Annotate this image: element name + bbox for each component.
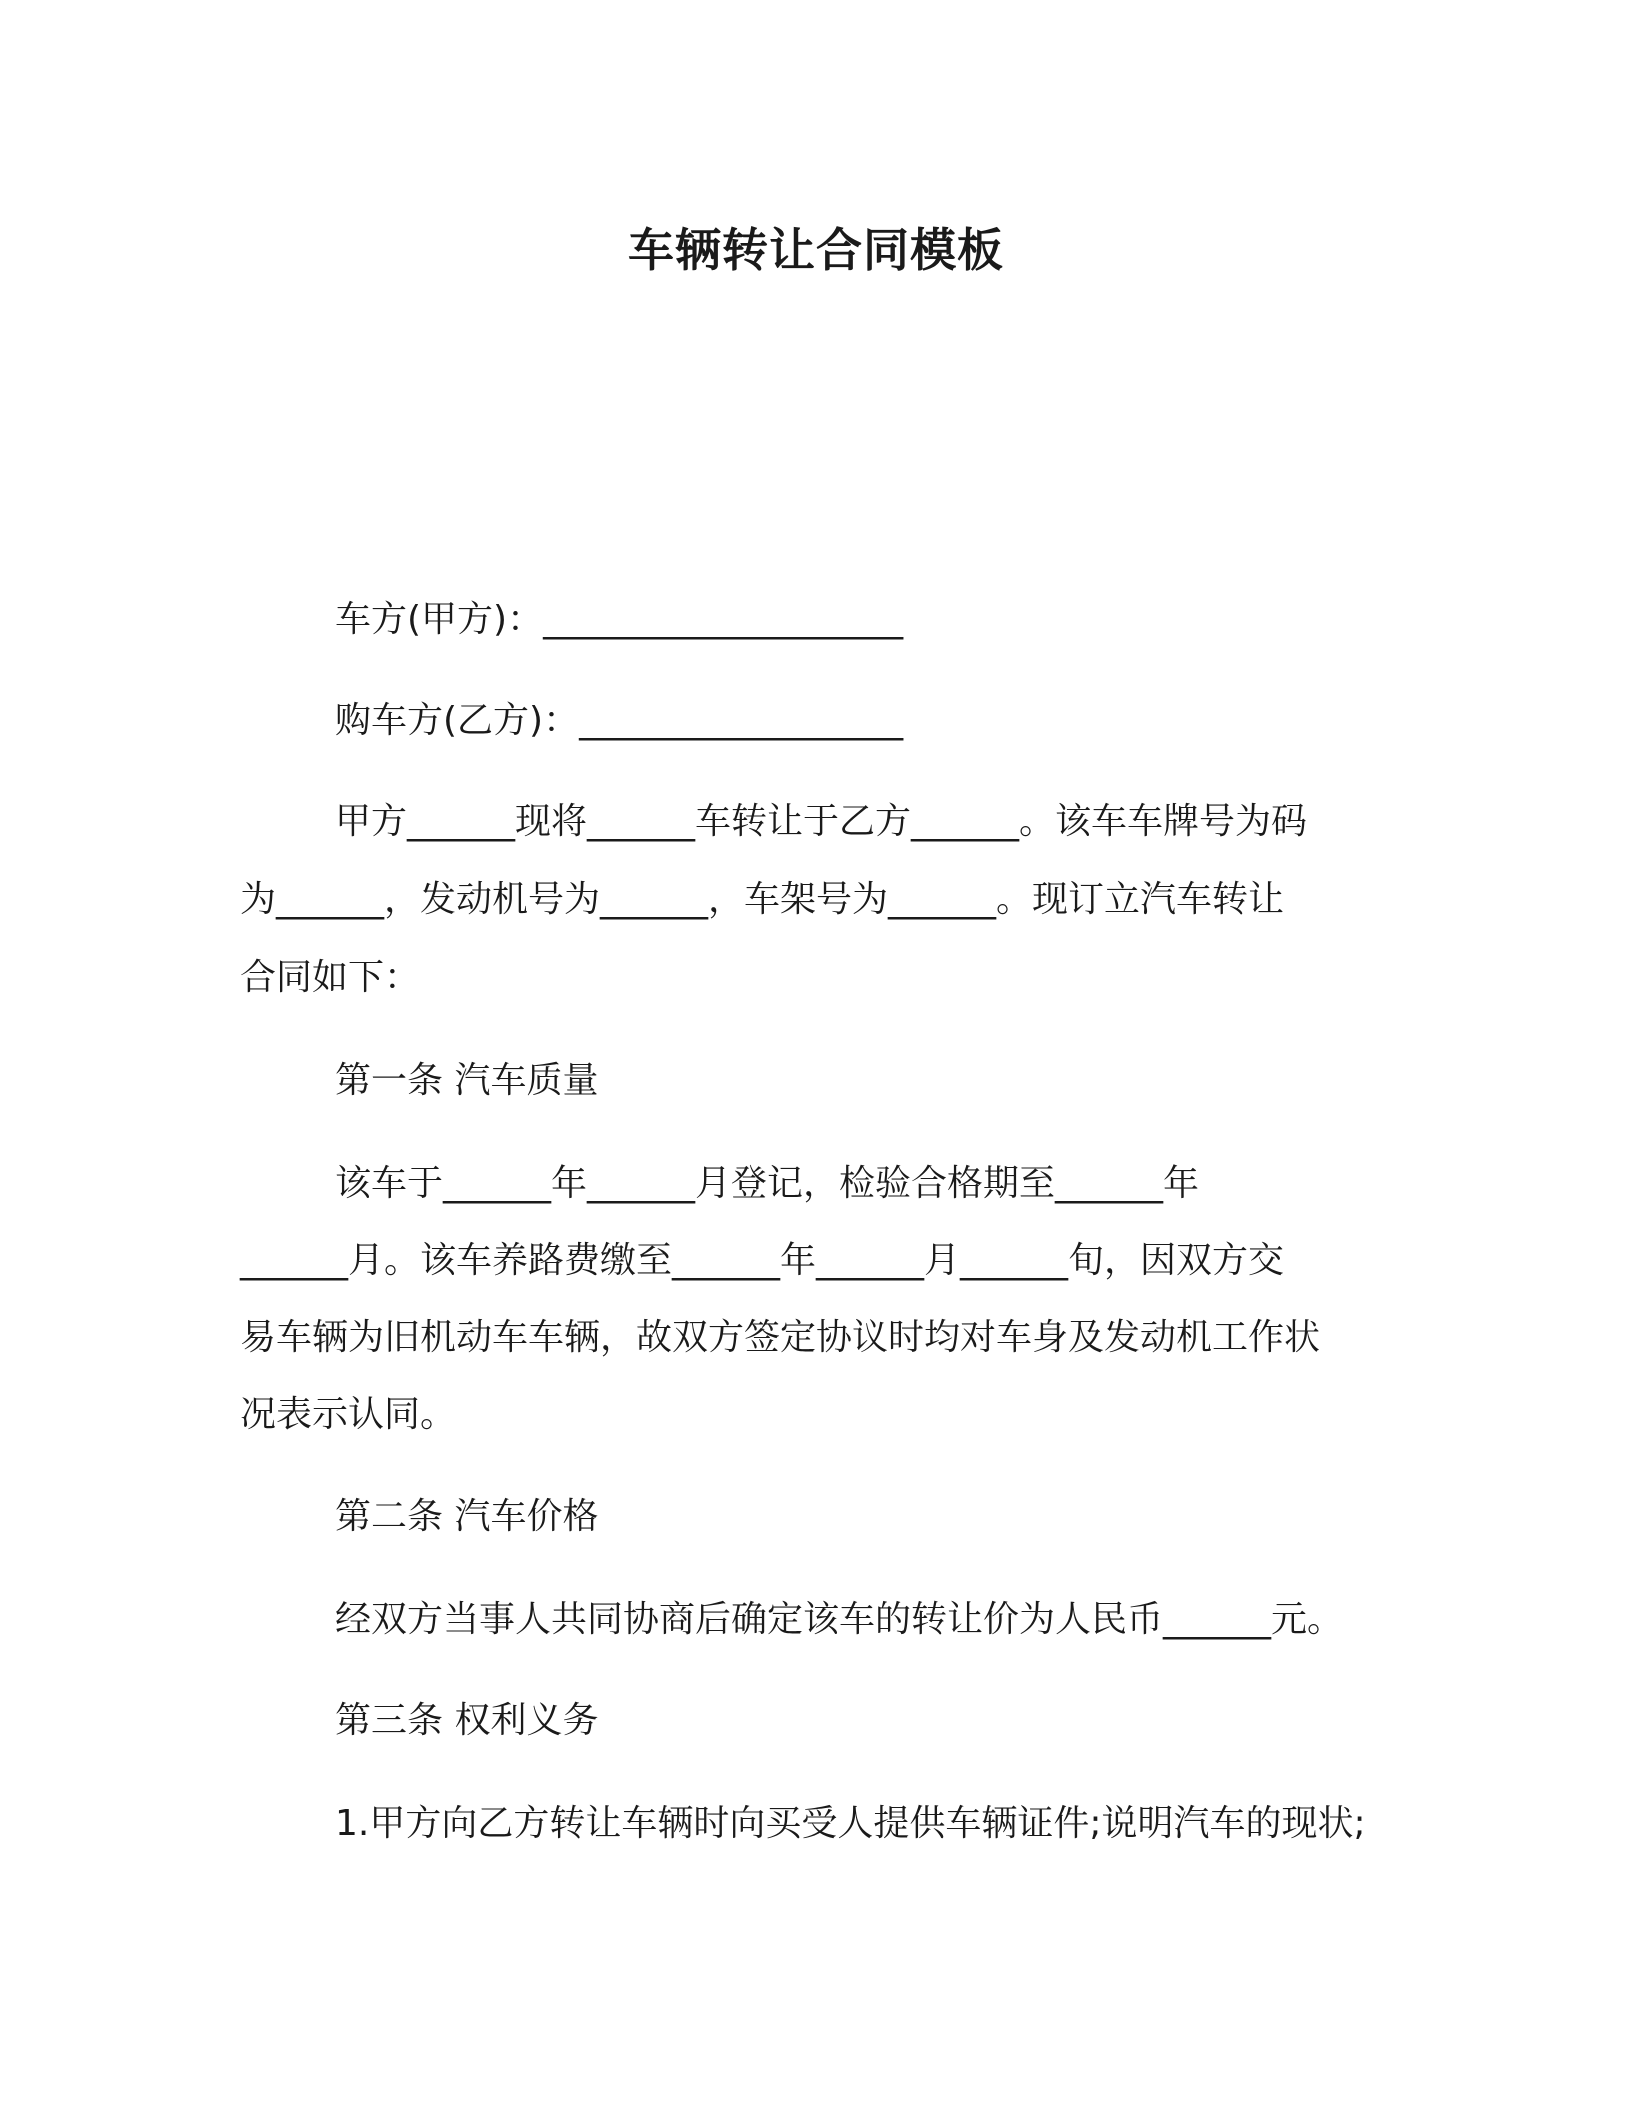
intro-paragraph-line-2: 为______，发动机号为______，车架号为______。现订立汽车转让 xyxy=(240,879,1285,920)
seller-party-line: 车方(甲方)：____________________ xyxy=(335,599,904,640)
article-1-paragraph-line-3: 易车辆为旧机动车车辆，故双方签定协议时均对车身及发动机工作状 xyxy=(240,1317,1321,1358)
article-1-heading: 第一条 汽车质量 xyxy=(335,1060,599,1101)
article-3-heading: 第三条 权利义务 xyxy=(335,1700,599,1741)
document-title: 车辆转让合同模板 xyxy=(628,223,1004,277)
buyer-party-line: 购车方(乙方)：__________________ xyxy=(335,700,904,741)
article-3-item-1: 1.甲方向乙方转让车辆时向买受人提供车辆证件;说明汽车的现状; xyxy=(335,1803,1366,1844)
article-2-heading: 第二条 汽车价格 xyxy=(335,1496,599,1537)
intro-paragraph-line-1: 甲方______现将______车转让于乙方______。该车车牌号为码 xyxy=(335,801,1308,842)
article-2-paragraph: 经双方当事人共同协商后确定该车的转让价为人民币______元。 xyxy=(335,1599,1344,1640)
article-1-paragraph-line-1: 该车于______年______月登记，检验合格期至______年 xyxy=(335,1163,1200,1204)
intro-paragraph-line-3: 合同如下： xyxy=(240,957,421,998)
article-1-paragraph-line-4: 况表示认同。 xyxy=(240,1394,457,1435)
article-1-paragraph-line-2: ______月。该车养路费缴至______年______月______旬，因双方交 xyxy=(240,1240,1285,1281)
